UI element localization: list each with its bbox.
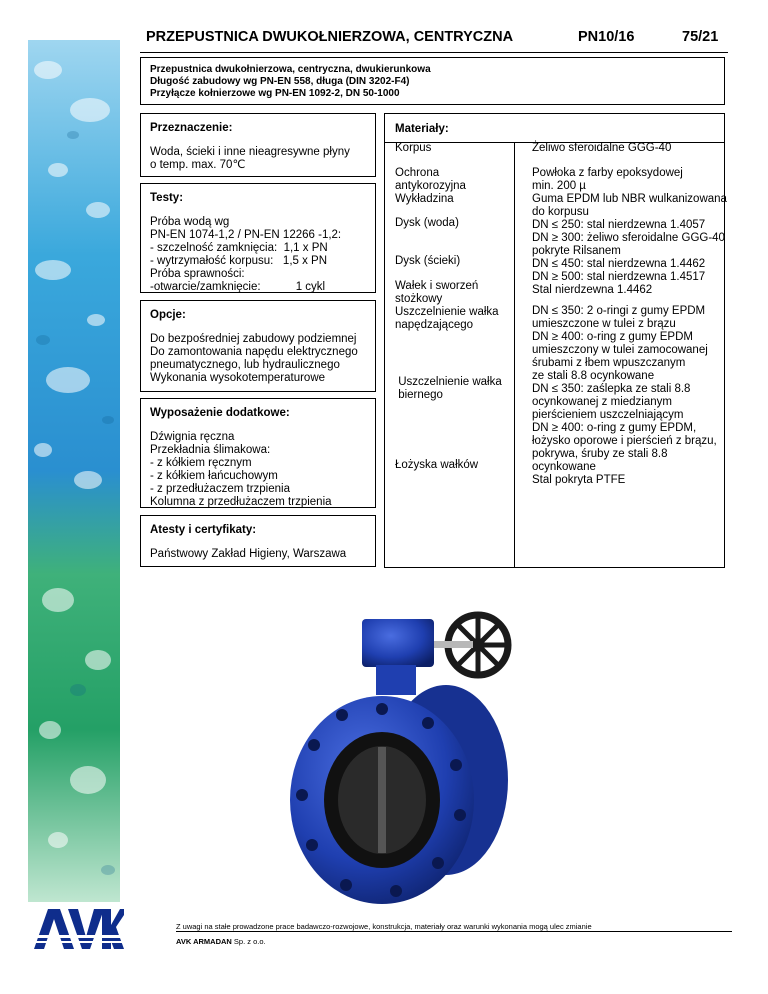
decorative-water-strip xyxy=(28,40,120,902)
material-label-passive-seal: Uszczelnienie wałka biernego xyxy=(398,376,502,401)
tests-line: -otwarcie/zamknięcie: 1 cykl xyxy=(150,281,326,293)
handwheel-icon xyxy=(428,615,508,675)
material-value-group-1: Powłoka z farby epoksydowej min. 200 µ Guma EPDM lub NBR wulkanizowana do korpusu DN ≤ 250: stal nierdzewna 1.4057 DN ≥ 300: żeliwo sferoidalne GGG-40 pokryte Rilsanem DN ≤ 450: stal nierdzewna 1.4462 DN ≥ 500: stal nierdzewna 1.4517 Stal nierdzewna 1.4462 xyxy=(532,167,727,296)
intro-line: Przepustnica dwukołnierzowa, centryczna, dwukierunkowa xyxy=(150,64,431,75)
accessories-line: - z kółkiem ręcznym xyxy=(150,457,252,469)
tests-line: PN-EN 1074-1,2 / PN-EN 12266 -1,2: xyxy=(150,229,342,241)
tests-title: Testy: xyxy=(150,192,184,204)
avk-logo xyxy=(32,905,124,951)
intro-line: Długość zabudowy wg PN-EN 558, długa (DIN 3202-F4) xyxy=(150,76,410,87)
options-line: pneumatycznego, lub hydraulicznego xyxy=(150,359,340,371)
options-line: Do zamontowania napędu elektrycznego xyxy=(150,346,358,358)
tests-line: - szczelność zamknięcia: 1,1 x PN xyxy=(150,242,328,254)
accessories-line: - z przedłużaczem trzpienia xyxy=(150,483,290,495)
material-value-group-2: DN ≤ 350: 2 o-ringi z gumy EPDM umieszczone w tulei z brązu DN ≥ 400: o-ring z gumy EPDM umieszczony w tulei zamocowanej śrubami z łbem wpuszczanym ze stali 8.8 ocynkowane DN ≤ 350: zaślepka ze stali 8.8 ocynkowanej z miedzianym pierścieniem uszczelniającym DN ≥ 400: o-ring z gumy EPDM, łożysko oporowe i pierścień z brązu, pokrywa, śruby ze stali 8.8 ocynkowane Stal pokryta PTFE xyxy=(532,305,717,486)
intro-line: Przyłącze kołnierzowe wg PN-EN 1092-2, DN 50-1000 xyxy=(150,88,400,99)
page-title: PRZEPUSTNICA DWUKOŁNIERZOWA, CENTRYCZNA xyxy=(146,29,514,45)
accessories-line: Przekładnia ślimakowa: xyxy=(150,444,271,456)
materials-box xyxy=(384,113,725,568)
certificates-box xyxy=(140,515,376,567)
certificates-line: Państwowy Zakład Higieny, Warszawa xyxy=(150,548,347,560)
accessories-line: - z kółkiem łańcuchowym xyxy=(150,470,278,482)
company-name-bold: AVK ARMADAN xyxy=(176,937,232,946)
tests-box xyxy=(140,183,376,293)
tests-line: - wytrzymałość korpusu: 1,5 x PN xyxy=(150,255,328,267)
catalog-number: 75/21 xyxy=(682,29,719,45)
purpose-line: Woda, ścieki i inne nieagresywne płyny xyxy=(150,146,350,158)
tests-line: Próba sprawności: xyxy=(150,268,245,280)
materials-title: Materiały: xyxy=(395,123,449,135)
header-rule xyxy=(140,52,728,53)
certificates-title: Atesty i certyfikaty: xyxy=(150,524,257,536)
intro-box xyxy=(140,57,725,105)
purpose-box xyxy=(140,113,376,177)
material-label-shaft: Wałek i sworzeń stożkowy Uszczelnienie wałka napędzającego xyxy=(395,280,499,331)
material-label-disc-sewage: Dysk (ścieki) xyxy=(395,255,461,267)
butterfly-valve-image xyxy=(278,605,540,910)
options-title: Opcje: xyxy=(150,309,186,321)
pressure-class: PN10/16 xyxy=(578,29,635,45)
disclaimer: Z uwagi na stałe prowadzone prace badawczo-rozwojowe, konstrukcja, materiały oraz warunki wykonania mogą ulec zmianie xyxy=(176,922,592,931)
options-line: Do bezpośredniej zabudowy podziemnej xyxy=(150,333,357,345)
materials-column-divider xyxy=(514,142,515,567)
accessories-line: Kolumna z przedłużaczem trzpienia xyxy=(150,496,332,508)
material-label-disc-water: Dysk (woda) xyxy=(395,217,459,229)
accessories-title: Wyposażenie dodatkowe: xyxy=(150,407,290,419)
material-label-body: Korpus xyxy=(395,142,432,154)
tests-line: Próba wodą wg xyxy=(150,216,230,228)
purpose-line: o temp. max. 70℃ xyxy=(150,159,246,171)
material-label-coating: Ochrona antykorozyjna Wykładzina xyxy=(395,167,466,205)
material-value-body: Żeliwo sferoidalne GGG-40 xyxy=(532,142,672,154)
company-name xyxy=(176,935,266,948)
options-line: Wykonania wysokotemperaturowe xyxy=(150,372,326,384)
options-box xyxy=(140,300,376,392)
purpose-title: Przeznaczenie: xyxy=(150,122,233,134)
footer-rule xyxy=(176,931,732,932)
accessories-box xyxy=(140,398,376,508)
material-label-bearings: Łożyska wałków xyxy=(395,459,479,471)
accessories-line: Dźwignia ręczna xyxy=(150,431,235,443)
company-name-suffix: Sp. z o.o. xyxy=(231,937,266,946)
